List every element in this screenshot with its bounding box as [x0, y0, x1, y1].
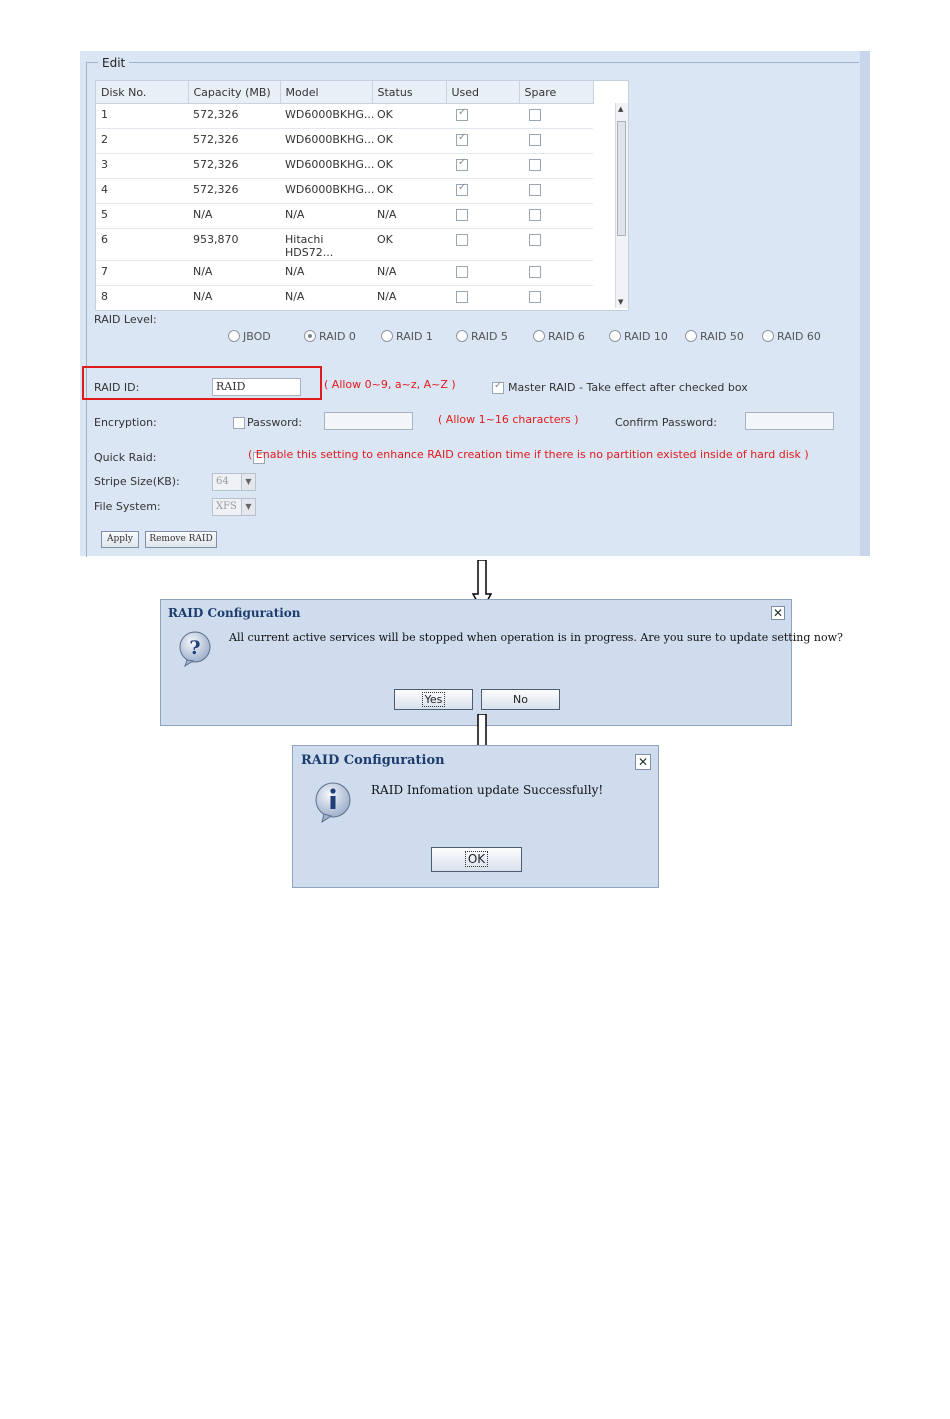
spare-checkbox[interactable] [529, 134, 541, 146]
capacity-cell: 572,326 [188, 154, 280, 179]
question-icon [177, 630, 215, 668]
model-cell: N/A [280, 261, 372, 286]
raid-id-note: ( Allow 0~9, a~z, A~Z ) [324, 378, 456, 391]
spare-checkbox[interactable] [529, 159, 541, 171]
status-cell: N/A [372, 261, 446, 286]
password-input[interactable] [324, 412, 413, 430]
raid-level-option[interactable] [609, 330, 668, 343]
master-raid-label: Master RAID - Take effect after checked box [508, 381, 748, 394]
raid-level-option[interactable] [685, 330, 744, 343]
scroll-thumb[interactable] [617, 121, 626, 236]
spare-checkbox[interactable] [529, 209, 541, 221]
table-row[interactable] [96, 129, 593, 154]
model-cell: Hitachi HDS72... [280, 229, 372, 261]
radio-button[interactable] [456, 330, 468, 342]
grid-body [96, 104, 593, 311]
stripe-size-value: 64 [216, 476, 229, 487]
capacity-cell: N/A [188, 286, 280, 311]
capacity-cell: N/A [188, 261, 280, 286]
disk-number-cell: 4 [96, 179, 188, 204]
spare-cell [519, 129, 593, 154]
quick-raid-note: ( Enable this setting to enhance RAID creation time if there is no partition existed inside of hard disk ) [248, 448, 809, 461]
disk-number-cell: 5 [96, 204, 188, 229]
radio-button[interactable] [609, 330, 621, 342]
dialog-title: RAID Configuration [168, 606, 301, 620]
table-row[interactable] [96, 229, 593, 261]
stripe-size-select[interactable] [212, 473, 256, 491]
confirm-dialog [160, 599, 843, 726]
disk-number-cell: 2 [96, 129, 188, 154]
radio-button[interactable] [685, 330, 697, 342]
radio-button[interactable] [304, 330, 316, 342]
column-header[interactable]: Capacity (MB) [188, 81, 280, 104]
used-checkbox[interactable] [456, 109, 468, 121]
radio-button[interactable] [762, 330, 774, 342]
spare-cell [519, 261, 593, 286]
column-header[interactable]: Model [280, 81, 372, 104]
chevron-down-icon: ▼ [241, 474, 255, 490]
spare-cell [519, 204, 593, 229]
yes-button[interactable] [394, 689, 473, 710]
used-cell [446, 261, 519, 286]
used-checkbox[interactable] [456, 134, 468, 146]
file-system-value: XFS [216, 501, 237, 512]
table-row[interactable] [96, 104, 593, 129]
used-checkbox[interactable] [456, 291, 468, 303]
dialog-message: All current active services will be stopped when operation is in progress. Are you sure to update setting now? [229, 631, 843, 644]
used-cell [446, 179, 519, 204]
spare-cell [519, 104, 593, 129]
close-icon[interactable]: ✕ [635, 754, 651, 770]
dialog-message: RAID Infomation update Successfully! [371, 783, 604, 797]
raid-level-option[interactable] [762, 330, 821, 343]
model-cell: N/A [280, 286, 372, 311]
table-row[interactable] [96, 286, 593, 311]
used-cell [446, 204, 519, 229]
raid-level-option[interactable] [304, 330, 356, 343]
yes-button-label: Yes [422, 692, 446, 707]
raid-level-label: RAID 0 [319, 330, 356, 343]
stripe-size-label: Stripe Size(KB): [94, 475, 180, 488]
capacity-cell: 572,326 [188, 129, 280, 154]
svg-text:?: ? [189, 637, 201, 659]
status-cell: OK [372, 229, 446, 261]
encryption-checkbox[interactable] [233, 417, 245, 429]
password-label: Password: [247, 416, 303, 429]
status-cell: OK [372, 179, 446, 204]
capacity-cell: 572,326 [188, 104, 280, 129]
scroll-down-icon[interactable]: ▼ [618, 298, 624, 306]
spare-cell [519, 154, 593, 179]
disk-number-cell: 8 [96, 286, 188, 311]
disk-number-cell: 7 [96, 261, 188, 286]
disk-number-cell: 3 [96, 154, 188, 179]
raid-level-label: RAID 10 [624, 330, 668, 343]
apply-button[interactable]: Apply [101, 531, 139, 548]
raid-level-label: RAID 60 [777, 330, 821, 343]
password-note: ( Allow 1~16 characters ) [438, 413, 579, 426]
used-checkbox[interactable] [456, 209, 468, 221]
spare-cell [519, 286, 593, 311]
used-checkbox[interactable] [456, 234, 468, 246]
used-cell [446, 129, 519, 154]
spare-checkbox[interactable] [529, 266, 541, 278]
raid-level-option[interactable] [456, 330, 508, 343]
raid-level-option[interactable] [228, 330, 271, 343]
status-cell: OK [372, 154, 446, 179]
spare-checkbox[interactable] [529, 109, 541, 121]
raid-level-label: RAID Level: [94, 313, 157, 326]
dialog-title: RAID Configuration [301, 753, 445, 768]
master-raid-checkbox[interactable] [492, 382, 504, 394]
disk-grid [95, 80, 629, 311]
chevron-down-icon: ▼ [241, 499, 255, 515]
capacity-cell: 953,870 [188, 229, 280, 261]
status-cell: N/A [372, 204, 446, 229]
raid-level-label: RAID 1 [396, 330, 433, 343]
status-cell: N/A [372, 286, 446, 311]
used-checkbox[interactable] [456, 159, 468, 171]
disk-number-cell: 6 [96, 229, 188, 261]
radio-button[interactable] [533, 330, 545, 342]
raid-level-option[interactable] [533, 330, 585, 343]
used-cell [446, 154, 519, 179]
column-header[interactable]: Status [372, 81, 446, 104]
file-system-select[interactable] [212, 498, 256, 516]
spare-checkbox[interactable] [529, 234, 541, 246]
grid-scrollbar[interactable] [615, 103, 628, 308]
column-header[interactable]: Disk No. [96, 81, 188, 104]
radio-button[interactable] [228, 330, 240, 342]
status-cell: OK [372, 104, 446, 129]
table-row[interactable] [96, 154, 593, 179]
success-dialog [292, 745, 659, 888]
scroll-up-icon[interactable]: ▲ [618, 105, 624, 113]
spare-cell [519, 229, 593, 261]
model-cell: N/A [280, 204, 372, 229]
used-checkbox[interactable] [456, 184, 468, 196]
status-cell: OK [372, 129, 446, 154]
table-row[interactable] [96, 261, 593, 286]
used-cell [446, 286, 519, 311]
radio-button[interactable] [381, 330, 393, 342]
raid-level-option[interactable] [381, 330, 433, 343]
capacity-cell: 572,326 [188, 179, 280, 204]
table-row[interactable] [96, 179, 593, 204]
raid-level-label: RAID 6 [548, 330, 585, 343]
raid-level-label: RAID 50 [700, 330, 744, 343]
model-cell: WD6000BKHG... [280, 179, 372, 204]
spare-checkbox[interactable] [529, 184, 541, 196]
info-icon [312, 781, 354, 825]
used-checkbox[interactable] [456, 266, 468, 278]
raid-level-label: JBOD [243, 330, 271, 343]
edit-legend: Edit [98, 56, 129, 70]
grid-header-row [96, 81, 593, 104]
disk-number-cell: 1 [96, 104, 188, 129]
raid-level-label: RAID 5 [471, 330, 508, 343]
table-row[interactable] [96, 204, 593, 229]
confirm-password-label: Confirm Password: [615, 416, 717, 429]
spare-checkbox[interactable] [529, 291, 541, 303]
model-cell: WD6000BKHG... [280, 154, 372, 179]
column-header[interactable]: Spare [519, 81, 593, 104]
panel-border [860, 51, 870, 556]
file-system-label: File System: [94, 500, 161, 513]
raid-id-input[interactable]: RAID [212, 378, 301, 396]
ok-button[interactable] [431, 847, 522, 872]
used-cell [446, 229, 519, 261]
no-button[interactable]: No [481, 689, 560, 710]
model-cell: WD6000BKHG... [280, 104, 372, 129]
raid-id-label: RAID ID: [94, 381, 140, 394]
quick-raid-label: Quick Raid: [94, 451, 157, 464]
spare-cell [519, 179, 593, 204]
encryption-label: Encryption: [94, 416, 157, 429]
capacity-cell: N/A [188, 204, 280, 229]
close-icon[interactable]: ✕ [772, 606, 784, 620]
remove-raid-button[interactable]: Remove RAID [145, 531, 217, 548]
ok-button-label: OK [465, 851, 488, 867]
used-cell [446, 104, 519, 129]
model-cell: WD6000BKHG... [280, 129, 372, 154]
column-header[interactable]: Used [446, 81, 519, 104]
confirm-password-input[interactable] [745, 412, 834, 430]
